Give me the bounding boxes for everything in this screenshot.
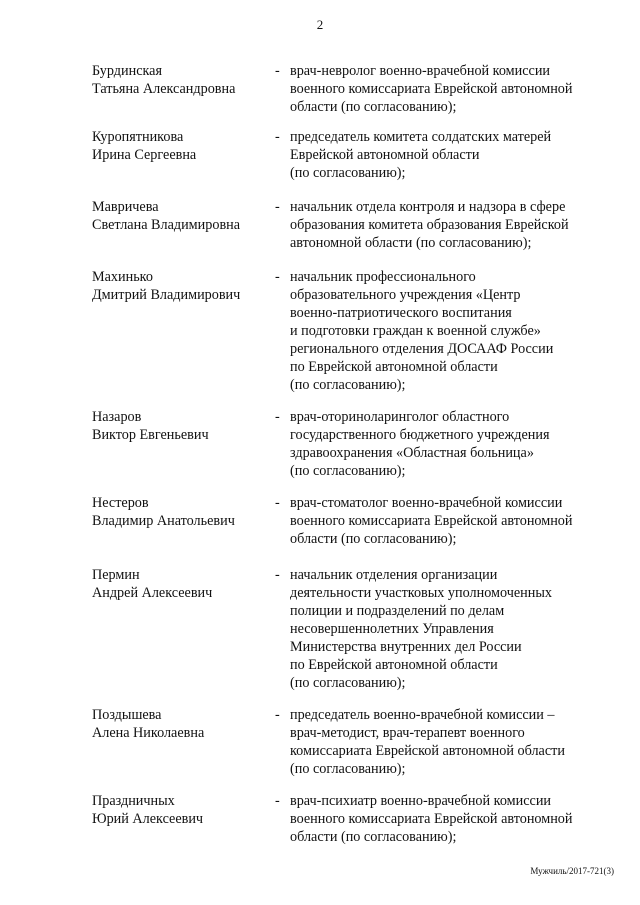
member-position [290, 268, 620, 394]
position-line: начальник отдела контроля и надзора в сфере [290, 199, 566, 215]
member-name [92, 706, 272, 742]
position-line: здравоохранения «Областная больница» [290, 445, 534, 461]
member-given-names: Алена Николаевна [92, 725, 205, 741]
position-line: военно-патриотического воспитания [290, 305, 512, 321]
member-given-names: Юрий Алексеевич [92, 811, 204, 827]
member-name [92, 494, 272, 530]
member-position [290, 62, 620, 116]
member-surname: Назаров [92, 409, 142, 425]
position-line: начальник профессионального [290, 269, 476, 285]
member-surname: Мавричева [92, 199, 159, 215]
member-position [290, 198, 620, 252]
position-line: регионального отделения ДОСААФ России [290, 341, 554, 357]
position-line: врач-невролог военно-врачебной комиссии [290, 63, 551, 79]
member-name [92, 566, 272, 602]
member-position [290, 792, 620, 846]
member-given-names: Светлана Владимировна [92, 217, 241, 233]
position-line: комиссариата Еврейской автономной области [290, 743, 565, 759]
position-line: по Еврейской автономной области [290, 359, 498, 375]
position-line: врач-психиатр военно-врачебной комиссии [290, 793, 552, 809]
position-line: врач-оториноларинголог областного [290, 409, 510, 425]
page-number: 2 [316, 17, 324, 32]
member-given-names: Виктор Евгеньевич [92, 427, 209, 443]
member-given-names: Дмитрий Владимирович [92, 287, 241, 303]
position-line: начальник отделения организации [290, 567, 498, 583]
position-line: врач-стоматолог военно-врачебной комиссии [290, 495, 563, 511]
position-line: области (по согласованию); [290, 99, 457, 115]
member-position [290, 408, 620, 480]
position-line: деятельности участковых уполномоченных [290, 585, 552, 601]
entry-dash: - [275, 707, 280, 723]
member-name [92, 62, 272, 98]
position-line: (по согласованию); [290, 463, 406, 479]
position-line: военного комиссариата Еврейской автономной [290, 811, 573, 827]
entry-dash: - [275, 495, 280, 511]
position-line: (по согласованию); [290, 377, 406, 393]
position-line: области (по согласованию); [290, 829, 457, 845]
member-position [290, 128, 620, 182]
member-position [290, 566, 620, 692]
entry-dash: - [275, 63, 280, 79]
member-surname: Бурдинская [92, 63, 162, 79]
member-name [92, 268, 272, 304]
entry-dash: - [275, 269, 280, 285]
position-line: (по согласованию); [290, 761, 406, 777]
position-line: и подготовки граждан к военной службе» [290, 323, 541, 339]
entry-dash: - [275, 129, 280, 145]
entry-dash: - [275, 409, 280, 425]
position-line: врач-методист, врач-терапевт военного [290, 725, 525, 741]
entry-dash: - [275, 567, 280, 583]
member-name [92, 128, 272, 164]
member-surname: Праздничных [92, 793, 175, 809]
position-line: области (по согласованию); [290, 531, 457, 547]
entry-dash: - [275, 199, 280, 215]
member-given-names: Андрей Алексеевич [92, 585, 213, 601]
position-line: председатель комитета солдатских матерей [290, 129, 552, 145]
position-line: автономной области (по согласованию); [290, 235, 532, 251]
member-surname: Нестеров [92, 495, 149, 511]
position-line: несовершеннолетних Управления [290, 621, 494, 637]
position-line: образовательного учреждения «Центр [290, 287, 521, 303]
member-position [290, 706, 620, 778]
member-surname: Куропятникова [92, 129, 184, 145]
position-line: полиции и подразделений по делам [290, 603, 505, 619]
position-line: государственного бюджетного учреждения [290, 427, 550, 443]
member-position [290, 494, 620, 548]
position-line: по Еврейской автономной области [290, 657, 498, 673]
member-name [92, 198, 272, 234]
member-name [92, 792, 272, 828]
position-line: образования комитета образования Еврейской [290, 217, 569, 233]
member-given-names: Владимир Анатольевич [92, 513, 235, 529]
position-line: (по согласованию); [290, 675, 406, 691]
position-line: Еврейской автономной области [290, 147, 480, 163]
position-line: военного комиссариата Еврейской автономной [290, 81, 573, 97]
member-surname: Пермин [92, 567, 140, 583]
document-code: Мужчиль/2017-721(3) [530, 866, 614, 876]
position-line: (по согласованию); [290, 165, 406, 181]
entry-dash: - [275, 793, 280, 809]
position-line: председатель военно-врачебной комиссии – [290, 707, 555, 723]
position-line: военного комиссариата Еврейской автономной [290, 513, 573, 529]
member-given-names: Ирина Сергеевна [92, 147, 197, 163]
member-surname: Махинько [92, 269, 153, 285]
member-given-names: Татьяна Александровна [92, 81, 236, 97]
member-name [92, 408, 272, 444]
position-line: Министерства внутренних дел России [290, 639, 522, 655]
member-surname: Поздышева [92, 707, 162, 723]
